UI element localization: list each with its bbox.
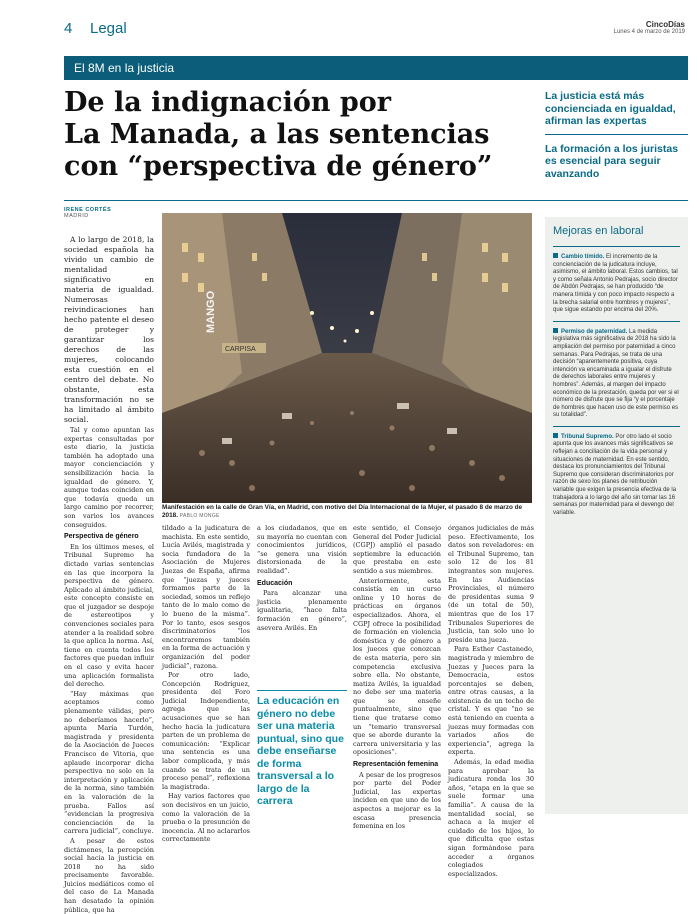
subhead-perspectiva: Perspectiva de género — [64, 533, 139, 541]
news-photo — [162, 213, 532, 503]
sidebar-mejoras-laboral — [545, 217, 688, 814]
column-3 — [257, 524, 347, 684]
masthead — [614, 20, 685, 35]
column-4 — [353, 524, 441, 831]
sidebar-item — [553, 426, 680, 518]
bullet-square-icon — [553, 328, 558, 333]
caption-text: Manifestación en la calle de Gran Vía, en Madrid, con motivo del Día Internacional de la Mujer, el pasado 8 de marzo de 2018. — [162, 504, 523, 519]
column-5 — [448, 524, 534, 878]
sign-mango: MANGO — [205, 290, 217, 333]
paragraph: A pesar de estos dictámenes, la percepción social hacia la justicia en 2018 no ha sido precisamente favorable. Juicios mediáticos como el del caso de La Manada han desatado la opinión pública, que ha — [64, 836, 154, 914]
photo-caption — [162, 504, 532, 520]
byline-place: MADRID — [64, 213, 89, 219]
subhead-educacion: Educación — [257, 579, 293, 587]
issue-date: Lunes 4 de marzo de 2019 — [613, 29, 685, 35]
paragraph: a los ciudadanos, que en su mayoría no cuentan con conocimientos jurídicos, “se genera una visión distorsionada de la realidad”. — [257, 524, 347, 575]
page-header — [0, 0, 699, 46]
sidebar-item-head: Tribunal Supremo. — [561, 433, 614, 440]
column-1 — [64, 235, 154, 914]
headline-line-1: De la indignación por — [64, 87, 392, 118]
pull-quote: La educación en género no debe ser una materia puntual, sino que debe enseñarse de forma transversal a lo largo de la carrera — [257, 690, 347, 808]
deck — [545, 90, 688, 180]
page-number: 4 — [64, 20, 73, 37]
sidebar-item-text: Por otro lado el socio apunta que los avances más significativos se reflejan a conciliación de la vida personal y situaciones de maternidad. En este sentido, destaca los pronunciamientos del Tribunal Supremo que consideran discriminatorios por razón de sexo los planes de retribución variable que exigen la presencia efectiva de la trabajadora a lo largo del año sin tomar las 16 semanas por maternidad para el devengo del variable. — [553, 433, 677, 516]
subhead-representacion: Representación femenina — [353, 761, 439, 769]
photo-credit: PABLO MONGE — [179, 513, 220, 519]
deck-first: La justicia está más concienciada en igualdad, afirman las expertas — [545, 90, 688, 135]
sidebar-item-head: Permiso de paternidad. — [561, 328, 628, 335]
sidebar-item-text: La medida legislativa más significativa de 2018 ha sido la ampliación del permiso por paternidad a cinco semanas. Para Pedrajas, se trata de una decisión “aparentemente positiva, cuya intención va encaminada a igualar el disfrute de derechos laborales entre mujeres y hombres”. Además, al margen del impacto económico de la prestación, queda por ver si el número de disfrute que se fija “y el porcentaje de hombres que hacen uso de este permiso es su totalidad”. — [553, 328, 679, 419]
lead-paragraph: A lo largo de 2018, la sociedad española ha vivido un cambio de mentalidad significativo en materia de igualdad. Numerosas reivindicaciones han hecho patente el deseo de proteger y garantizar los derechos de las mujeres, colocando esta cuestión en el centro del debate. No obstante, esta transformación no se ha limitado al ámbito social. — [64, 235, 154, 424]
paragraph: Por otro lado, Concepción Rodríguez, presidenta del Foro Judicial Independiente, agrega que las acusaciones que se han hecho hacia la judicatura parten de un problema de comunicación: “Explicar una sentencia es una labor complicada, y más cuando se trata de un proceso penal”, reflexiona la magistrada. — [162, 671, 250, 791]
headline — [64, 87, 534, 183]
headline-line-2: La Manada, a las sentencias — [64, 119, 490, 150]
paragraph: Anteriormente, esta consistía en un curso online y 10 horas de prácticas en órganos especializados. Ahora, el CGPJ ofrece la posibilidad de formación en violencia doméstica y de género a los jueces que conozcan de esta materia, pero sin competencia exclusiva sobre ella. No obstante, matiza Avilés, la igualdad no debe ser una materia que se enseñe puntualmente, sino que tiene que tratarse como un “temario transversal que se aborde durante la carrera universitaria y las oposiciones”. — [353, 576, 441, 757]
brand-name: CincoDías — [645, 20, 685, 29]
paragraph: A pesar de los progresos por parte del Poder Judicial, las expertas inciden en que uno de los aspectos a mejorar es la escasa presencia femenina en los — [353, 770, 441, 831]
kicker-band — [64, 56, 688, 80]
sidebar-item-text: El incremento de la concienciación de la judicatura incluye, asimismo, el ámbito laboral. Estos cambios, tal y como señala Antonio Pedrajas, socio director de Abdón Pedrajas, se han producido “de manera tímida y con poco impacto respecto a la brecha salarial entre hombres y mujeres”, que sigue estando por encima del 20%. — [553, 254, 678, 314]
column-2 — [162, 524, 250, 844]
paragraph: este sentido, el Consejo General del Poder Judicial (CGPJ) amplió el pasado septiembre la educación que prestaba en este sentido a sus miembros. — [353, 524, 441, 575]
crowd-photo-illustration — [162, 213, 532, 503]
bullet-square-icon — [553, 253, 558, 258]
sidebar-item — [553, 246, 680, 315]
paragraph: Para Esther Castanedo, magistrada y miembro de Juezas y Jueces para la Democracia, estos porcentajes se deben, entre otras causas, a la existencia de un techo de cristal. Y es que “no se está teniendo en cuenta a juezas muy formadas con variados años de experiencia”, agrega la experta. — [448, 645, 534, 757]
byline-author: IRENE CORTÉS — [64, 207, 112, 213]
section-name: Legal — [90, 20, 127, 37]
bullet-square-icon — [553, 433, 558, 438]
byline — [64, 207, 111, 219]
headline-line-3: con “perspectiva de género” — [64, 151, 493, 182]
paragraph: En los últimos meses, el Tribunal Supremo ha dictado varias sentencias en las que incorpora la perspectiva de género. Aplicado al ámbito judicial, este concepto consiste en que el juzgador se despoje de estereotipos y convenciones sociales para atender a la realidad sobre la que aplica la norma. Así, tiene en cuenta todos los factores que puedan influir en el caso y evita hacer una aplicación formalista del derecho. — [64, 542, 154, 689]
paragraph: “Hay máximas que aceptamos como plenamente válidas, pero no deberíamos hacerlo”, apunta María Turdón, magistrada y presidenta de la Asociación de Jueces Francisco de Vitoria, que aplaude incorporar dicha perspectiva no solo en la interpretación y aplicación de la norma, sino también en la valoración de la prueba. Fallos así “evidencian la progresiva concienciación de la carrera judicial”, concluye. — [64, 689, 154, 836]
sign-carpisa: CARPISA — [225, 346, 256, 353]
paragraph: Para alcanzar una justicia plenamente igualitaria, “hace falta formación en género”, asevera Avilés. En — [257, 589, 347, 632]
paragraph: Tal y como apuntan las expertas consultadas por este diario, la justicia también ha adoptado una mayor concienciación y sensibilización hacia la igualdad de género. Y, aunque todas coinciden en que todavía queda un largo camino por recorrer, son varios los avances conseguidos. — [64, 426, 154, 529]
deck-second: La formación a los juristas es esencial para seguir avanzando — [545, 142, 679, 180]
sidebar-item-head: Cambio tímido. — [561, 254, 605, 260]
paragraph: órganos judiciales de más peso. Efectivamente, los datos son reveladores: en el Tribunal Supremo, tan solo 12 de los 81 integrantes son mujeres. En las Audiencias Provinciales, el número de presidentas suma 9 (de un total de 50), mientras que de los 17 Tribunales Superiores de Justicia, tan solo uno lo preside una jueza. — [448, 524, 534, 644]
paragraph: tildado a la judicatura de machista. En este sentido, Lucía Avilés, magistrada y socia fundadora de la Asociación de Mujeres Juezas de España, afirma que “juezas y jueces formamos parte de la sociedad, somos un reflejo tanto de lo malo como de lo bueno de la misma”. Por lo tanto, esos sesgos discriminatorios “los encontraremos también en la forma de actuación y organización del poder judicial”, razona. — [162, 524, 250, 670]
kicker: El 8M en la justicia — [74, 61, 175, 75]
sidebar-title: Mejoras en laboral — [553, 225, 644, 237]
paragraph: Hay varios factores que son decisivos en un juicio, como la valoración de la prueba o la presunción de inocencia. Al no aclararlos correctamente — [162, 792, 250, 844]
sidebar-item — [553, 321, 680, 420]
paragraph: Además, la edad media para aprobar la judicatura ronda los 30 años, “etapa en la que se suele formar una familia”. A causa de la mentalidad social, se achaca a la mujer el cuidado de los hijos, lo que dificulta que estas sigan formándose para acceder a órganos colegiados especializados. — [448, 758, 534, 878]
header-rule — [64, 200, 688, 201]
